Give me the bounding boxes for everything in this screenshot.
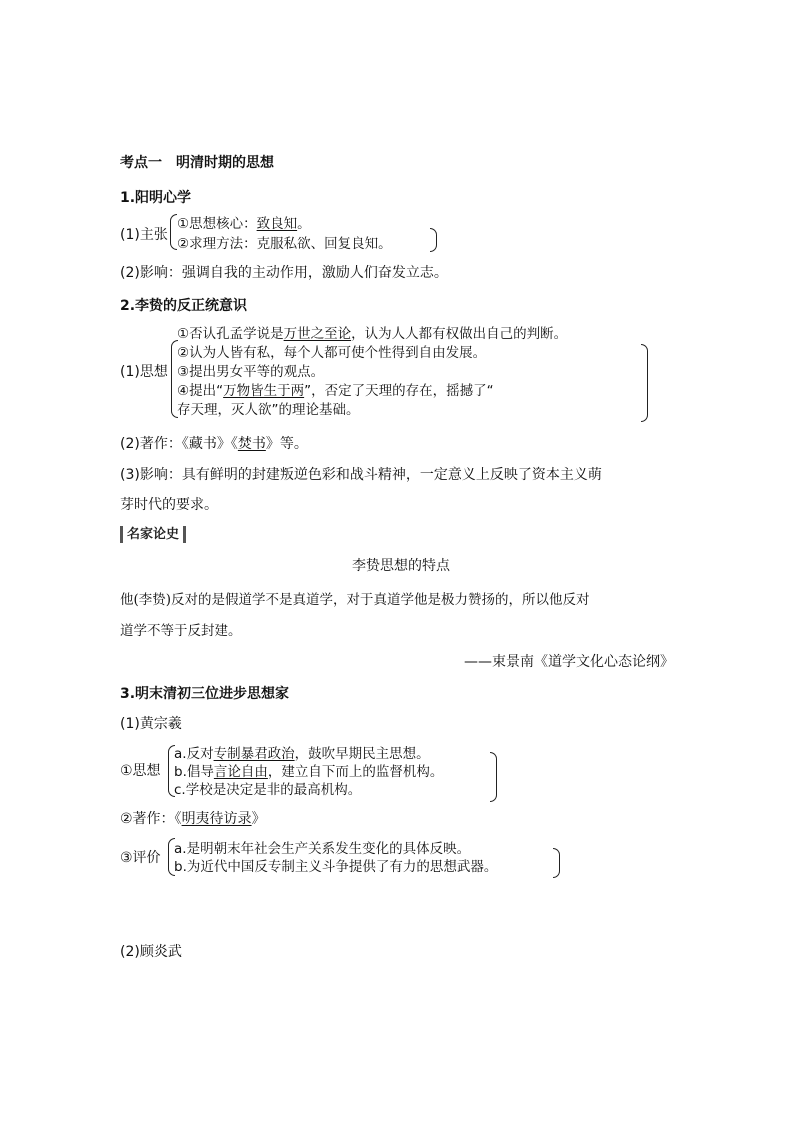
expert-quote-line2: 道学不等于反封建。 <box>120 623 242 639</box>
gu-heading: (2)顾炎武 <box>120 944 182 960</box>
lizhi-item-4: ④提出“万物皆生于两”，否定了天理的存在，摇撼了“ <box>177 383 494 399</box>
lizhi-item-1: ①否认孔孟学说是万世之至论，认为人人都有权做出自己的判断。 <box>177 326 568 342</box>
thinkers-heading: 3.明末清初三位进步思想家 <box>120 686 290 702</box>
expert-tag: 名家论史 <box>120 526 186 543</box>
huang-eval-label: ③评价 <box>120 850 161 866</box>
yangming-item-2: ②求理方法：克服私欲、回复良知。 <box>177 236 392 252</box>
yangming-label: (1)主张 <box>120 227 168 243</box>
lizhi-influence-line2: 芽时代的要求。 <box>120 497 218 513</box>
huang-item-b: b.倡导言论自由，建立自下而上的监督机构。 <box>174 764 444 780</box>
huang-item-a: a.反对专制暴君政治，鼓吹早期民主思想。 <box>174 746 430 762</box>
huang-thought-label: ①思想 <box>120 763 161 779</box>
huang-heading: (1)黄宗羲 <box>120 716 182 732</box>
yangming-item-1: ①思想核心：致良知。 <box>177 216 311 232</box>
huang-item-c: c.学校是决定是非的最高机构。 <box>174 782 362 798</box>
expert-quote-line1: 他(李贽)反对的是假道学不是真道学，对于真道学他是极力赞扬的，所以他反对 <box>120 592 590 608</box>
section-title: 考点一 明清时期的思想 <box>120 155 274 171</box>
lizhi-item-2: ②认为人皆有私，每个人都可使个性得到自由发展。 <box>177 345 487 361</box>
right-brace <box>490 752 497 802</box>
right-brace <box>553 848 560 878</box>
expert-title: 李贽思想的特点 <box>352 558 450 574</box>
yangming-heading: 1.阳明心学 <box>120 190 192 206</box>
huang-eval-a: a.是明朝末年社会生产关系发生变化的具体反映。 <box>174 841 471 857</box>
lizhi-label: (1)思想 <box>120 364 168 380</box>
expert-source: ——束景南《道学文化心态论纲》 <box>464 654 674 670</box>
right-brace <box>641 344 648 422</box>
left-brace <box>170 214 177 250</box>
yangming-influence: (2)影响：强调自我的主动作用，激励人们奋发立志。 <box>120 265 448 281</box>
huang-eval-b: b.为近代中国反专制主义斗争提供了有力的思想武器。 <box>174 859 498 875</box>
right-brace <box>430 228 437 252</box>
lizhi-influence-line1: (3)影响：具有鲜明的封建叛逆色彩和战斗精神，一定意义上反映了资本主义萌 <box>120 467 602 483</box>
lizhi-item-3: ③提出男女平等的观点。 <box>177 364 325 380</box>
lizhi-item-4-cont: 存天理，灭人欲”的理论基础。 <box>177 402 360 418</box>
lizhi-heading: 2.李贽的反正统意识 <box>120 298 248 314</box>
lizhi-works: (2)著作：《藏书》《焚书》等。 <box>120 436 308 452</box>
huang-works: ②著作：《明夷待访录》 <box>120 811 266 827</box>
